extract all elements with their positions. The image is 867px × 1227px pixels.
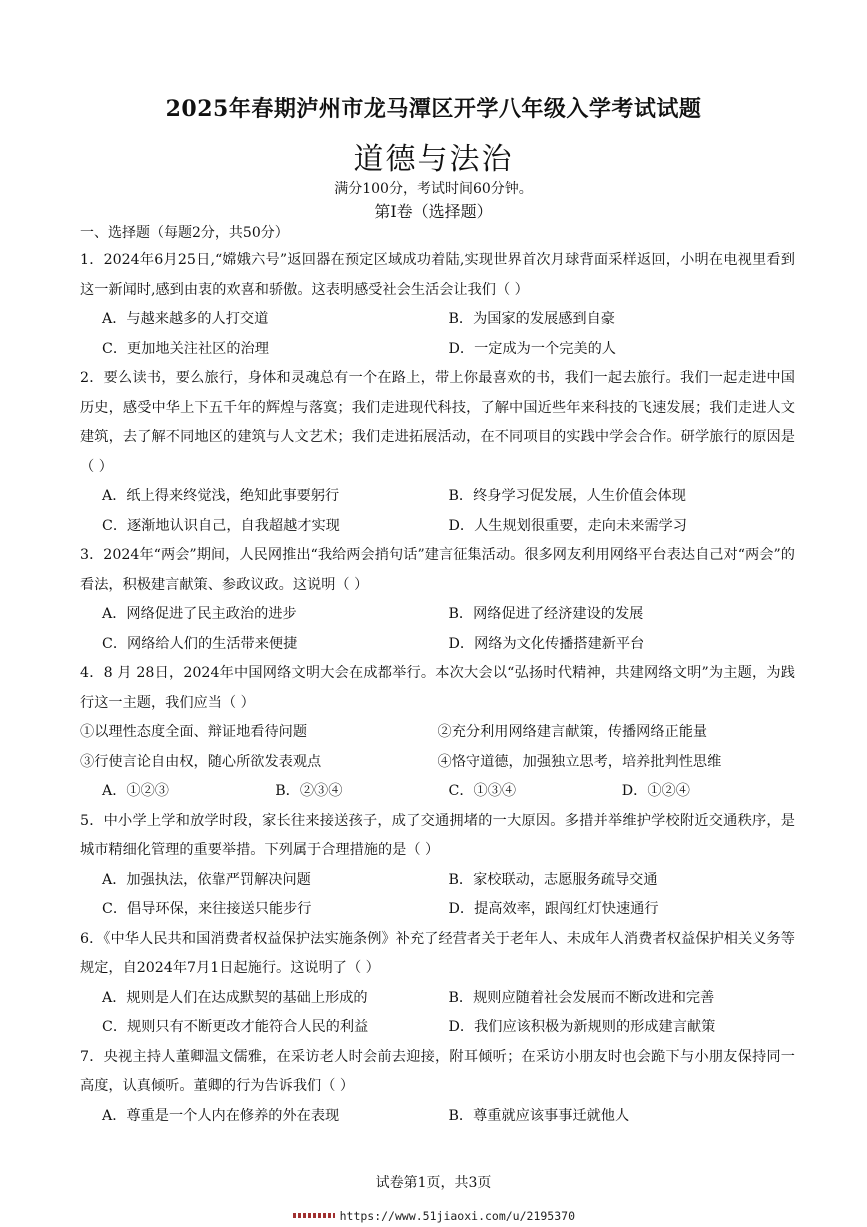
watermark-url: https://www.51jiaoxi.com/u/2195370 — [339, 1209, 575, 1223]
option-c: C．网络给人们的生活带来便捷 — [102, 635, 298, 652]
subject-title: 道德与法治 — [353, 142, 514, 177]
exam-info: 满分100分，考试时间60分钟。 — [334, 181, 533, 197]
option-b: B．规则应随着社会发展而不断改进和完善 — [448, 989, 715, 1006]
questions-list — [80, 246, 795, 1131]
question-stem: 4．8 月 28日，2024年中国网络文明大会在成都举行。本次大会以“弘扬时代精神，共建网络文明”为主题，为践行这一主题，我们应当（ ） — [80, 665, 795, 711]
option-a: A．与越来越多的人打交道 — [102, 311, 269, 327]
option-a: A．规则是人们在达成默契的基础上形成的 — [102, 989, 368, 1006]
question-options — [80, 600, 795, 659]
question-options — [80, 984, 795, 1043]
option-d: D．人生规划很重要，走向未来需学习 — [448, 517, 687, 534]
watermark-dots — [293, 1213, 335, 1218]
question-7 — [80, 1043, 795, 1132]
option-d: D．网络为文化传播搭建新平台 — [448, 635, 645, 652]
question-statements — [80, 718, 795, 777]
question-2 — [80, 364, 795, 541]
option-b: B．终身学习促发展，人生价值会体现 — [448, 488, 686, 504]
exam-title: 2025年春期泸州市龙马潭区开学八年级入学考试试题 — [165, 96, 702, 122]
section-title: 一、选择题（每题2分，共50分） — [80, 225, 289, 241]
option-a: A．加强执法，依靠严罚解决问题 — [102, 871, 311, 888]
question-options — [80, 777, 795, 807]
question-options — [80, 482, 795, 541]
question-stem: 5．中小学上学和放学时段，家长往来接送孩子，成了交通拥堵的一大原因。多措并举维护学校附近交通秩序，是城市精细化管理的重要举措。下列属于合理措施的是（ ） — [80, 812, 795, 858]
page-number: 试卷第1页，共3页 — [375, 1175, 492, 1191]
question-options — [80, 305, 795, 364]
question-options — [80, 1102, 795, 1132]
option-d: D．我们应该积极为新规则的形成建言献策 — [448, 1019, 716, 1035]
question-1 — [80, 246, 795, 364]
question-4 — [80, 659, 795, 807]
option-b: B．网络促进了经济建设的发展 — [448, 606, 644, 622]
question-stem: 7．央视主持人董卿温文儒雅，在采访老人时会前去迎接，附耳倾听；在采访小朋友时也会跪下与小朋友保持同一高度，认真倾听。董卿的行为告诉我们（ ） — [80, 1048, 795, 1094]
option-d: D．一定成为一个完美的人 — [448, 340, 616, 357]
question-stem: 6．《中华人民共和国消费者权益保护法实施条例》补充了经营者关于老年人、未成年人消费者权益保护相关义务等规定，自2024年7月1日起施行。这说明了（ ） — [80, 930, 795, 976]
option-c: C．规则只有不断更改才能符合人民的利益 — [102, 1019, 369, 1035]
question-6 — [80, 925, 795, 1043]
option-b: B．②③④ — [275, 783, 343, 799]
volume-title: 第Ⅰ卷（选择题） — [374, 202, 493, 221]
question-stem: 1．2024年6月25日,“嫦娥六号”返回器在预定区域成功着陆,实现世界首次月球背面采样返回，小明在电视里看到这一新闻时,感到由衷的欢喜和骄傲。这表明感受社会生活会让我们（ ） — [80, 252, 795, 298]
option-d: D．提高效率，跟闯红灯快速通行 — [448, 901, 659, 917]
question-options — [80, 866, 795, 925]
option-c: C．更加地关注社区的治理 — [102, 340, 269, 357]
option-c: C．逐渐地认识自己，自我超越才实现 — [102, 517, 340, 534]
statement-2: ②充分利用网络建言献策，传播网络正能量 — [437, 724, 708, 740]
option-a: A．网络促进了民主政治的进步 — [102, 606, 297, 622]
statement-3: ③行使言论自由权，随心所欲发表观点 — [80, 753, 322, 770]
question-3 — [80, 541, 795, 659]
option-a: A．纸上得来终觉浅，绝知此事要躬行 — [102, 488, 340, 504]
option-b: B．尊重就应该事事迁就他人 — [448, 1107, 630, 1124]
option-b: B．家校联动，志愿服务疏导交通 — [448, 871, 658, 888]
option-a: A．尊重是一个人内在修养的外在表现 — [102, 1107, 340, 1124]
question-stem: 2．要么读书，要么旅行，身体和灵魂总有一个在路上，带上你最喜欢的书，我们一起去旅行。我们一起走进中国历史，感受中华上下五千年的辉煌与落寞；我们走进现代科技，了解中国近些年来科技的飞速发展；我们走进人文建筑，去了解不同地区的建筑与人文艺术；我们走进拓展活动，在不同项目的实践中学会合作。研学旅行的原因是（ ） — [80, 370, 795, 475]
option-a: A．①②③ — [102, 783, 169, 799]
question-5 — [80, 807, 795, 925]
option-d: D．①②④ — [621, 783, 690, 799]
statement-1: ①以理性态度全面、辩证地看待问题 — [80, 724, 308, 740]
option-c: C．倡导环保，来往接送只能步行 — [102, 901, 312, 917]
option-c: C．①③④ — [448, 783, 517, 799]
statement-4: ④恪守道德，加强独立思考，培养批判性思维 — [437, 753, 722, 770]
option-b: B．为国家的发展感到自豪 — [448, 311, 615, 327]
question-stem: 3．2024年“两会”期间，人民网推出“我给两会捎句话”建言征集活动。很多网友利用网络平台表达自己对“两会”的看法，积极建言献策、参政议政。这说明（ ） — [80, 547, 795, 593]
